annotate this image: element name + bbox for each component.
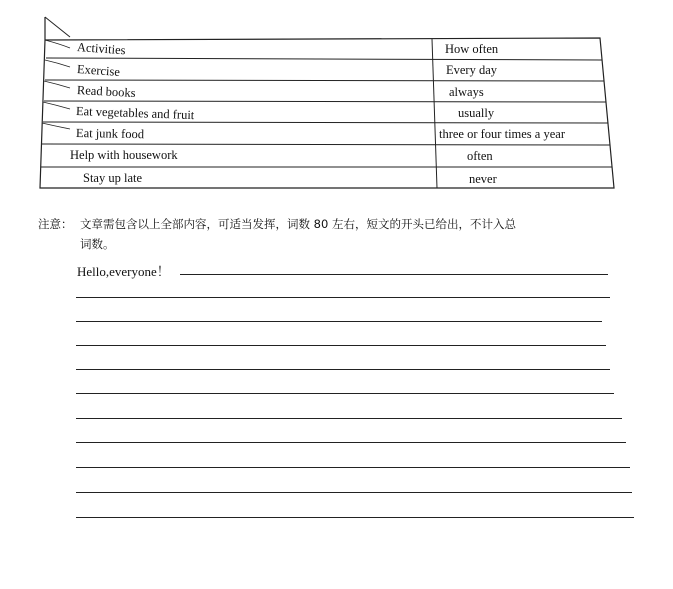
table-row-activity: Read books xyxy=(76,83,136,101)
activity-table-grid xyxy=(0,0,673,200)
writing-line[interactable] xyxy=(76,517,634,518)
table-header-activity: Activities xyxy=(76,40,126,58)
essay-opening: Hello,everyone！ xyxy=(77,264,170,279)
table-row-activity: Eat junk food xyxy=(75,126,145,142)
table-row-frequency: three or four times a year xyxy=(439,127,565,141)
table-row-frequency: usually xyxy=(458,106,495,120)
writing-line[interactable] xyxy=(76,321,602,322)
table-row-frequency: always xyxy=(449,85,484,99)
table-row-activity: Stay up late xyxy=(83,171,143,185)
table-row-activity: Eat vegetables and fruit xyxy=(75,104,195,123)
table-row-activity: Help with housework xyxy=(70,148,178,162)
note-text-line-2: 词数。 xyxy=(80,237,115,251)
writing-line[interactable] xyxy=(76,418,622,419)
writing-line[interactable] xyxy=(76,393,614,394)
table-header-frequency: How often xyxy=(445,42,499,56)
writing-line[interactable] xyxy=(76,345,606,346)
writing-line[interactable] xyxy=(76,492,632,493)
note-label: 注意： xyxy=(38,217,73,231)
writing-line[interactable] xyxy=(76,369,610,370)
table-row-frequency: never xyxy=(469,172,497,186)
writing-line[interactable] xyxy=(76,297,610,298)
writing-line[interactable] xyxy=(76,467,630,468)
writing-line[interactable] xyxy=(76,442,626,443)
table-row-activity: Exercise xyxy=(76,62,121,79)
table-row-frequency: often xyxy=(467,149,493,163)
writing-line[interactable] xyxy=(180,274,608,275)
table-row-frequency: Every day xyxy=(446,63,498,77)
note-text-line-1: 文章需包含以上全部内容，可适当发挥，词数 80 左右，短文的开头已给出，不计入总 xyxy=(80,217,516,231)
